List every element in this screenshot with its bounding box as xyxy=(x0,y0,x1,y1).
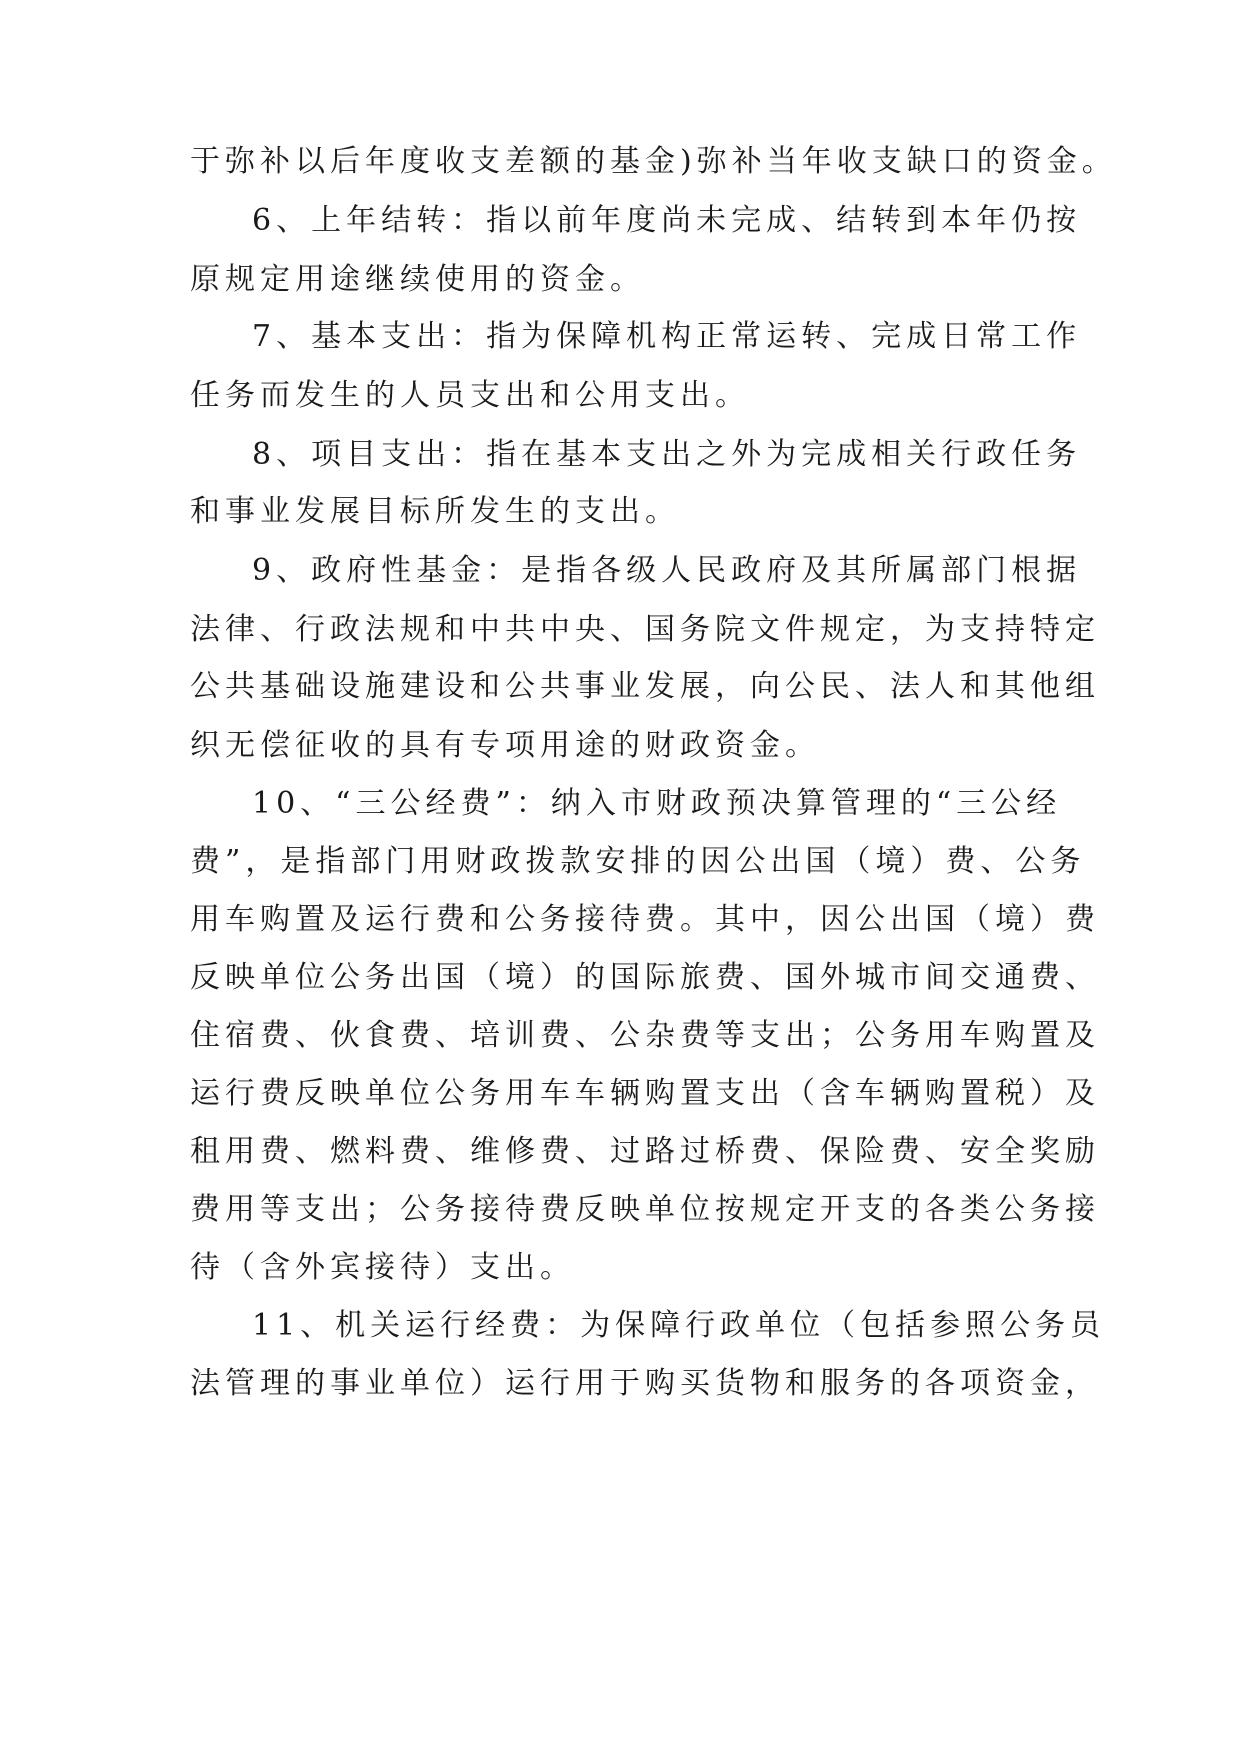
paragraph-9-line-1: 9、政府性基金：是指各级人民政府及其所属部门根据 xyxy=(252,553,1082,588)
paragraph-10-line-4: 反映单位公务出国（境）的国际旅费、国外城市间交通费、 xyxy=(190,960,1100,995)
paragraph-8-line-2: 和事业发展目标所发生的支出。 xyxy=(190,494,680,529)
paragraph-10-line-2: 费”，是指部门用财政拨款安排的因公出国（境）费、公务 xyxy=(190,844,1086,879)
paragraph-10-line-7: 租用费、燃料费、维修费、过路过桥费、保险费、安全奖励 xyxy=(190,1134,1100,1169)
paragraph-9-line-2: 法律、行政法规和中共中央、国务院文件规定，为支持特定 xyxy=(190,612,1100,647)
paragraph-10-line-5: 住宿费、伙食费、培训费、公杂费等支出；公务用车购置及 xyxy=(190,1018,1100,1053)
paragraph-7-line-1: 7、基本支出：指为保障机构正常运转、完成日常工作 xyxy=(252,319,1082,354)
paragraph-9-line-4: 织无偿征收的具有专项用途的财政资金。 xyxy=(190,728,820,763)
paragraph-6-line-1: 6、上年结转：指以前年度尚未完成、结转到本年仍按 xyxy=(252,203,1082,238)
paragraph-10-line-1: 10、“三公经费”：纳入市财政预决算管理的“三公经 xyxy=(252,786,1062,821)
paragraph-10-line-8: 费用等支出；公务接待费反映单位按规定开支的各类公务接 xyxy=(190,1192,1100,1227)
paragraph-10-line-3: 用车购置及运行费和公务接待费。其中，因公出国（境）费 xyxy=(190,902,1100,937)
paragraph-7-line-2: 任务而发生的人员支出和公用支出。 xyxy=(190,378,750,413)
paragraph-6-line-2: 原规定用途继续使用的资金。 xyxy=(190,262,645,297)
text-line: 于弥补以后年度收支差额的基金)弥补当年收支缺口的资金。 xyxy=(190,144,1117,179)
paragraph-9-line-3: 公共基础设施建设和公共事业发展，向公民、法人和其他组 xyxy=(190,669,1100,704)
paragraph-11-line-1: 11、机关运行经费：为保障行政单位（包括参照公务员 xyxy=(252,1308,1106,1343)
paragraph-10-line-6: 运行费反映单位公务用车车辆购置支出（含车辆购置税）及 xyxy=(190,1076,1100,1111)
paragraph-11-line-2: 法管理的事业单位）运行用于购买货物和服务的各项资金， xyxy=(190,1366,1100,1401)
paragraph-8-line-1: 8、项目支出：指在基本支出之外为完成相关行政任务 xyxy=(252,437,1082,472)
paragraph-10-line-9: 待（含外宾接待）支出。 xyxy=(190,1250,575,1285)
